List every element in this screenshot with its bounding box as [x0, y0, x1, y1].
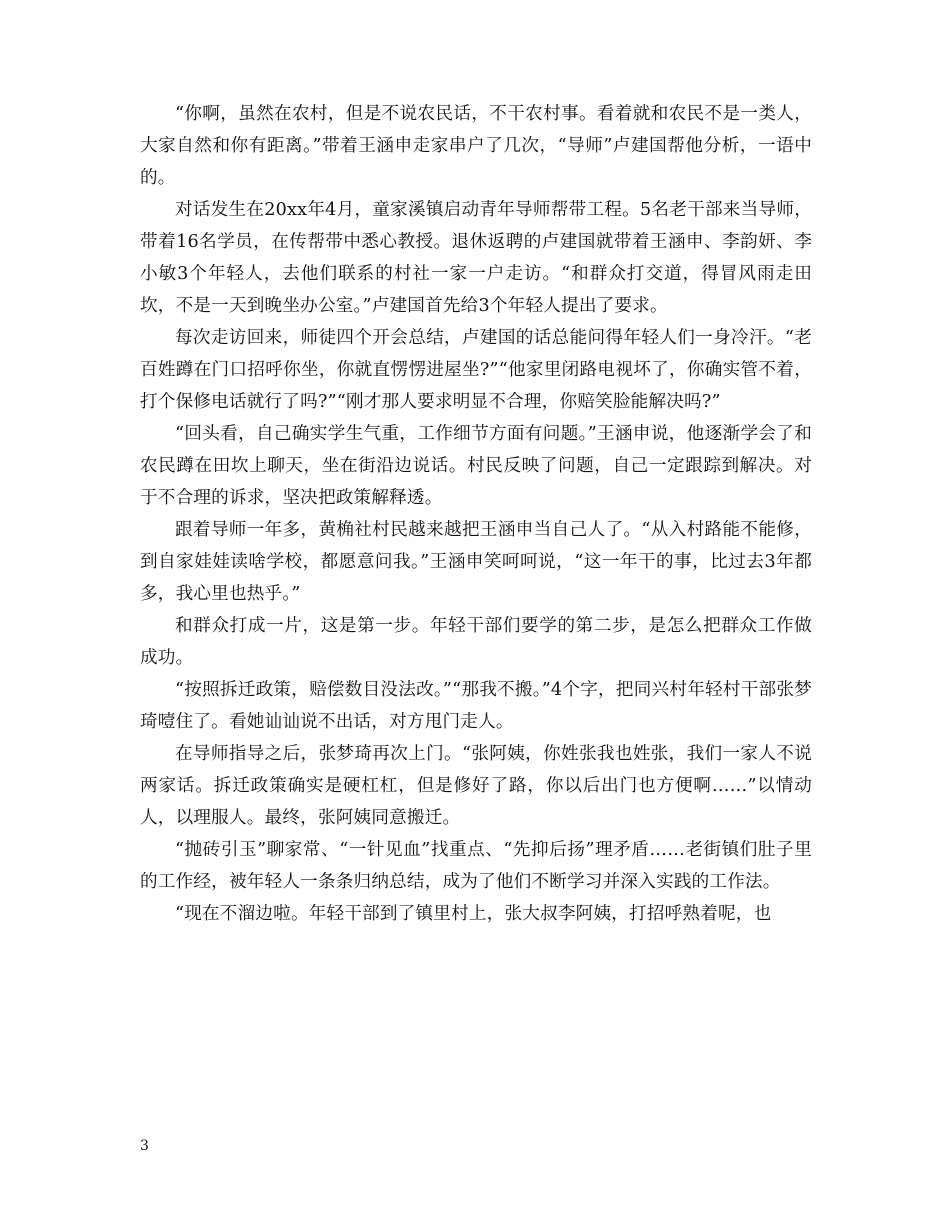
paragraph: “抛砖引玉”聊家常、“一针见血”找重点、“先抑后扬”理矛盾……老街镇们肚子里的工作经，被年轻人一条条归纳总结，成为了他们不断学习并深入实践的工作法。	[140, 840, 812, 892]
paragraph: 对话发生在20xx年4月，童家溪镇启动青年导师帮带工程。5名老干部来当导师，带着16名学员，在传帮带中悉心教授。退休返聘的卢建国就带着王涵申、李韵妍、李小敏3个年轻人，去他们联系的村社一家一户走访。“和群众打交道，得冒风雨走田坎，不是一天到晚坐办公室。”卢建国首先给3个年轻人提出了要求。	[140, 200, 812, 316]
paragraph: 跟着导师一年多，黄桷社村民越来越把王涵申当自己人了。“从入村路能不能修，到自家娃娃读啥学校，都愿意问我。”王涵申笑呵呵说，“这一年干的事，比过去3年都多，我心里也热乎。”	[140, 520, 812, 604]
paragraph: 和群众打成一片，这是第一步。年轻干部们要学的第二步，是怎么把群众工作做成功。	[140, 616, 812, 668]
paragraph: 每次走访回来，师徒四个开会总结，卢建国的话总能问得年轻人们一身冷汗。“老百姓蹲在门口招呼你坐，你就直愣愣进屋坐?”“他家里闭路电视坏了，你确实管不着，打个保修电话就行了吗?”“刚才那人要求明显不合理，你赔笑脸能解决吗?”	[140, 328, 812, 412]
paragraph: 在导师指导之后，张梦琦再次上门。“张阿姨，你姓张我也姓张，我们一家人不说两家话。拆迁政策确实是硬杠杠，但是修好了路，你以后出门也方便啊……”以情动人，以理服人。最终，张阿姨同意搬迁。	[140, 744, 812, 828]
paragraph: “现在不溜边啦。年轻干部到了镇里村上，张大叔李阿姨，打招呼熟着呢，也	[175, 904, 772, 924]
paragraph: “按照拆迁政策，赔偿数目没法改。”“那我不搬。”4个字，把同兴村年轻村干部张梦琦噎住了。看她讪讪说不出话，对方甩门走人。	[140, 680, 812, 732]
paragraph: “你啊，虽然在农村，但是不说农民话，不干农村事。看着就和农民不是一类人，大家自然和你有距离。”带着王涵申走家串户了几次，“导师”卢建国帮他分析，一语中的。	[140, 104, 812, 188]
paragraph: “回头看，自己确实学生气重，工作细节方面有问题。”王涵申说，他逐渐学会了和农民蹲在田坎上聊天，坐在街沿边说话。村民反映了问题，自己一定跟踪到解决。对于不合理的诉求，坚决把政策解释透。	[140, 424, 812, 508]
page-number: 3	[140, 1138, 149, 1154]
article-body	[140, 98, 812, 930]
